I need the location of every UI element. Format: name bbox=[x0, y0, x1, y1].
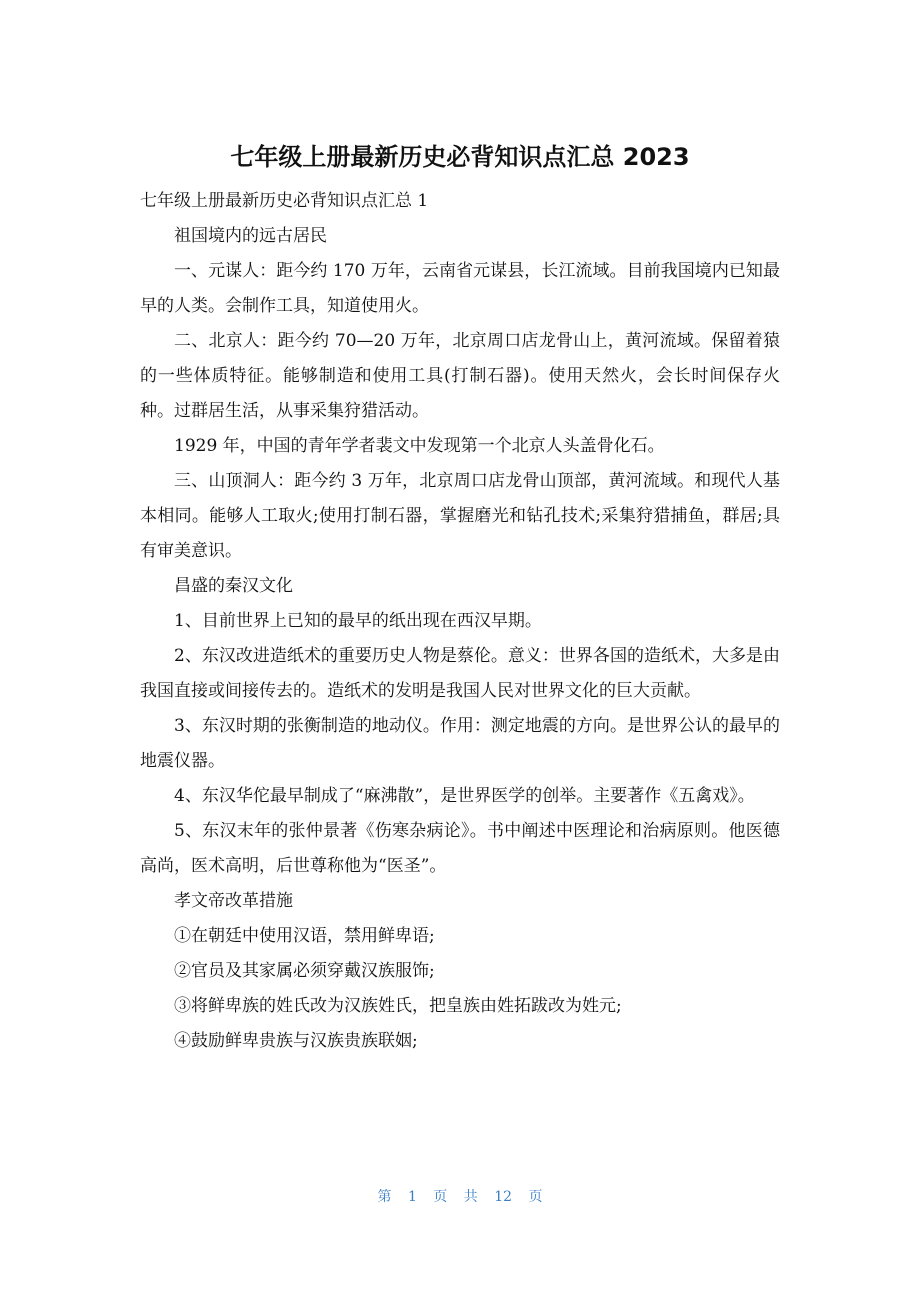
list-item: ③将鲜卑族的姓氏改为汉族姓氏，把皇族由姓拓跋改为姓元; bbox=[174, 996, 622, 1016]
subheading-qin-han-culture: 昌盛的秦汉文化 bbox=[174, 576, 293, 596]
list-item: ④鼓励鲜卑贵族与汉族贵族联姻; bbox=[174, 1031, 418, 1051]
document-title: 七年级上册最新历史必背知识点汇总 2023 bbox=[230, 143, 690, 171]
list-item: ②官员及其家属必须穿戴汉族服饰; bbox=[174, 961, 435, 981]
list-item: ①在朝廷中使用汉语，禁用鲜卑语; bbox=[174, 926, 435, 946]
subheading-xiaowen-reform: 孝文帝改革措施 bbox=[174, 891, 293, 911]
paragraph-yuanmou: 一、元谋人：距今约 170 万年，云南省元谋县，长江流域。目前我国境内已知最早的人类。会制作工具，知道使用火。 bbox=[140, 261, 780, 316]
paragraph-1929: 1929 年，中国的青年学者裴文中发现第一个北京人头盖骨化石。 bbox=[174, 436, 665, 456]
paragraph-hua-tuo: 4、东汉华佗最早制成了“麻沸散”，是世界医学的创举。主要著作《五禽戏》。 bbox=[174, 786, 755, 806]
paragraph-peking-man: 二、北京人：距今约 70—20 万年，北京周口店龙骨山上，黄河流域。保留着猿的一些体质特征。能够制造和使用工具(打制石器)。使用天然火，会长时间保存火种。过群居生活，从事采集狩猎活动。 bbox=[140, 331, 780, 421]
subheading-ancient-residents: 祖国境内的远古居民 bbox=[174, 226, 327, 246]
page-number-footer: 第 1 页 共 12 页 bbox=[377, 1189, 543, 1205]
section-heading: 七年级上册最新历史必背知识点汇总 1 bbox=[140, 191, 429, 211]
paragraph-cai-lun: 2、东汉改进造纸术的重要历史人物是蔡伦。意义：世界各国的造纸术，大多是由我国直接或间接传去的。造纸术的发明是我国人民对世界文化的巨大贡献。 bbox=[140, 646, 780, 701]
paragraph-upper-cave: 三、山顶洞人：距今约 3 万年，北京周口店龙骨山顶部，黄河流域。和现代人基本相同。能够人工取火;使用打制石器，掌握磨光和钻孔技术;采集狩猎捕鱼，群居;具有审美意识。 bbox=[140, 471, 780, 561]
paragraph-zhang-zhongjing: 5、东汉末年的张仲景著《伤寒杂病论》。书中阐述中医理论和治病原则。他医德高尚，医术高明，后世尊称他为“医圣”。 bbox=[140, 821, 780, 876]
paragraph-paper: 1、目前世界上已知的最早的纸出现在西汉早期。 bbox=[174, 611, 542, 631]
paragraph-zhang-heng: 3、东汉时期的张衡制造的地动仪。作用：测定地震的方向。是世界公认的最早的地震仪器。 bbox=[140, 716, 780, 771]
document-body bbox=[140, 184, 780, 1059]
